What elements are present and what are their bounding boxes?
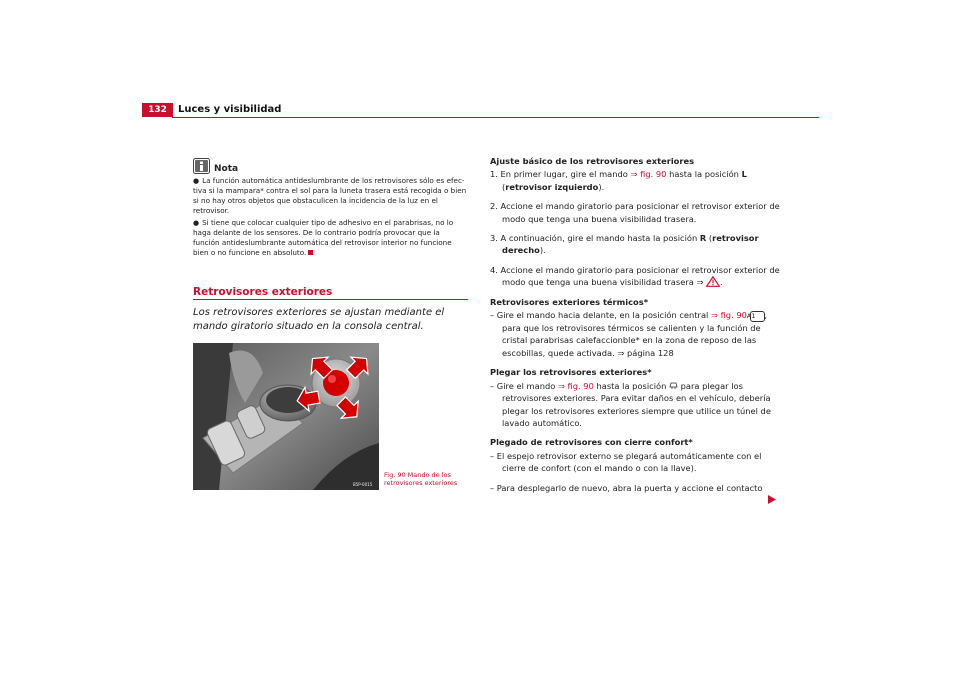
note-block	[193, 158, 468, 258]
comfort-item: – El espejo retrovisor externo se plegará automáticamente con el cierre de confort (con el mando o con la llave).	[490, 450, 762, 474]
mirror-control-figure	[193, 343, 379, 490]
section-title: Retrovisores exteriores	[193, 286, 333, 298]
heading-basic-adjustment: Ajuste básico de los retrovisores exteriores	[490, 156, 695, 166]
heated-item: – Gire el mando hacia delante, en la posición central ⇒ fig. 90 A1 , para que los retrovisores térmicos se calienten y la función de cristal parabrisas calefaccionble* en la zona de reposo de las escobillas, quede activada. ⇒ página 128	[490, 310, 768, 358]
fig-90-link[interactable]: ⇒ fig. 90	[557, 380, 594, 391]
note-item: ● Si tiene que colocar cualquier tipo de adhesivo en el parabrisas, no lo haga delante de los sensores. De lo contrario podría provocar que la función antideslumbrante automática del retrovisor interior no funcione bien o no funcione en absoluto.	[193, 218, 454, 257]
end-mark-icon	[308, 250, 313, 255]
warning-icon[interactable]	[706, 276, 720, 287]
heading-heated-mirrors: Retrovisores exteriores térmicos*	[490, 296, 649, 307]
folded-mirror-icon	[669, 381, 678, 390]
note-header	[193, 158, 468, 174]
continue-arrow-icon	[768, 495, 776, 504]
page-number: 132	[142, 103, 173, 117]
section-lead: Los retrovisores exteriores se ajustan mediante el mando giratorio situado en la consola central.	[193, 307, 445, 332]
section-divider	[193, 299, 468, 300]
figure-caption: Fig. 90 Mando de los retrovisores exteriores	[384, 471, 458, 487]
comfort-item: – Para desplegarlo de nuevo, abra la puerta y accione el contacto	[490, 482, 763, 493]
info-note-icon	[193, 158, 210, 174]
note-title: Nota	[214, 164, 239, 174]
step-3: 3. A continuación, gire el mando hasta la posición R (retrovisor derecho).	[490, 233, 759, 256]
right-column	[490, 155, 780, 494]
step-2: 2. Accione el mando giratorio para posicionar el retrovisor exterior de modo que tenga una buena visibilidad trasera.	[490, 201, 780, 224]
page-header-title: Luces y visibilidad	[178, 104, 282, 115]
note-item: ● La función automática antideslumbrante de los retrovisores sólo es efec-tiva si la mampara* contra el sol para la luneta trasera está recogida o bien si no hay otros objetos que obstaculicen la incidencia de la luz en el retrovisor.	[193, 176, 467, 215]
callout-a1-badge: A1	[750, 311, 765, 322]
fold-item: – Gire el mando ⇒ fig. 90 hasta la posición para plegar los retrovisores exteriores. Para evitar daños en el vehículo, debería plegar los retrovisores exteriores siempre que utilice un túnel de lavado automático.	[490, 380, 771, 428]
step-4: 4. Accione el mando giratorio para posicionar el retrovisor exterior de modo que tenga una buena visibilidad trasera ⇒ .	[490, 264, 780, 288]
heading-comfort-close: Plegado de retrovisores con cierre confort*	[490, 437, 693, 448]
fig-90-link[interactable]: ⇒ fig. 90	[630, 169, 667, 180]
header-divider	[172, 117, 819, 118]
figure-code: B5P-0015	[353, 482, 373, 487]
fig-90-link[interactable]: ⇒ fig. 90	[710, 310, 747, 321]
heading-fold-mirrors: Plegar los retrovisores exteriores*	[490, 367, 652, 378]
step-1: 1. En primer lugar, gire el mando ⇒ fig. 90 hasta la posición L (retrovisor izquierdo).	[490, 169, 747, 192]
